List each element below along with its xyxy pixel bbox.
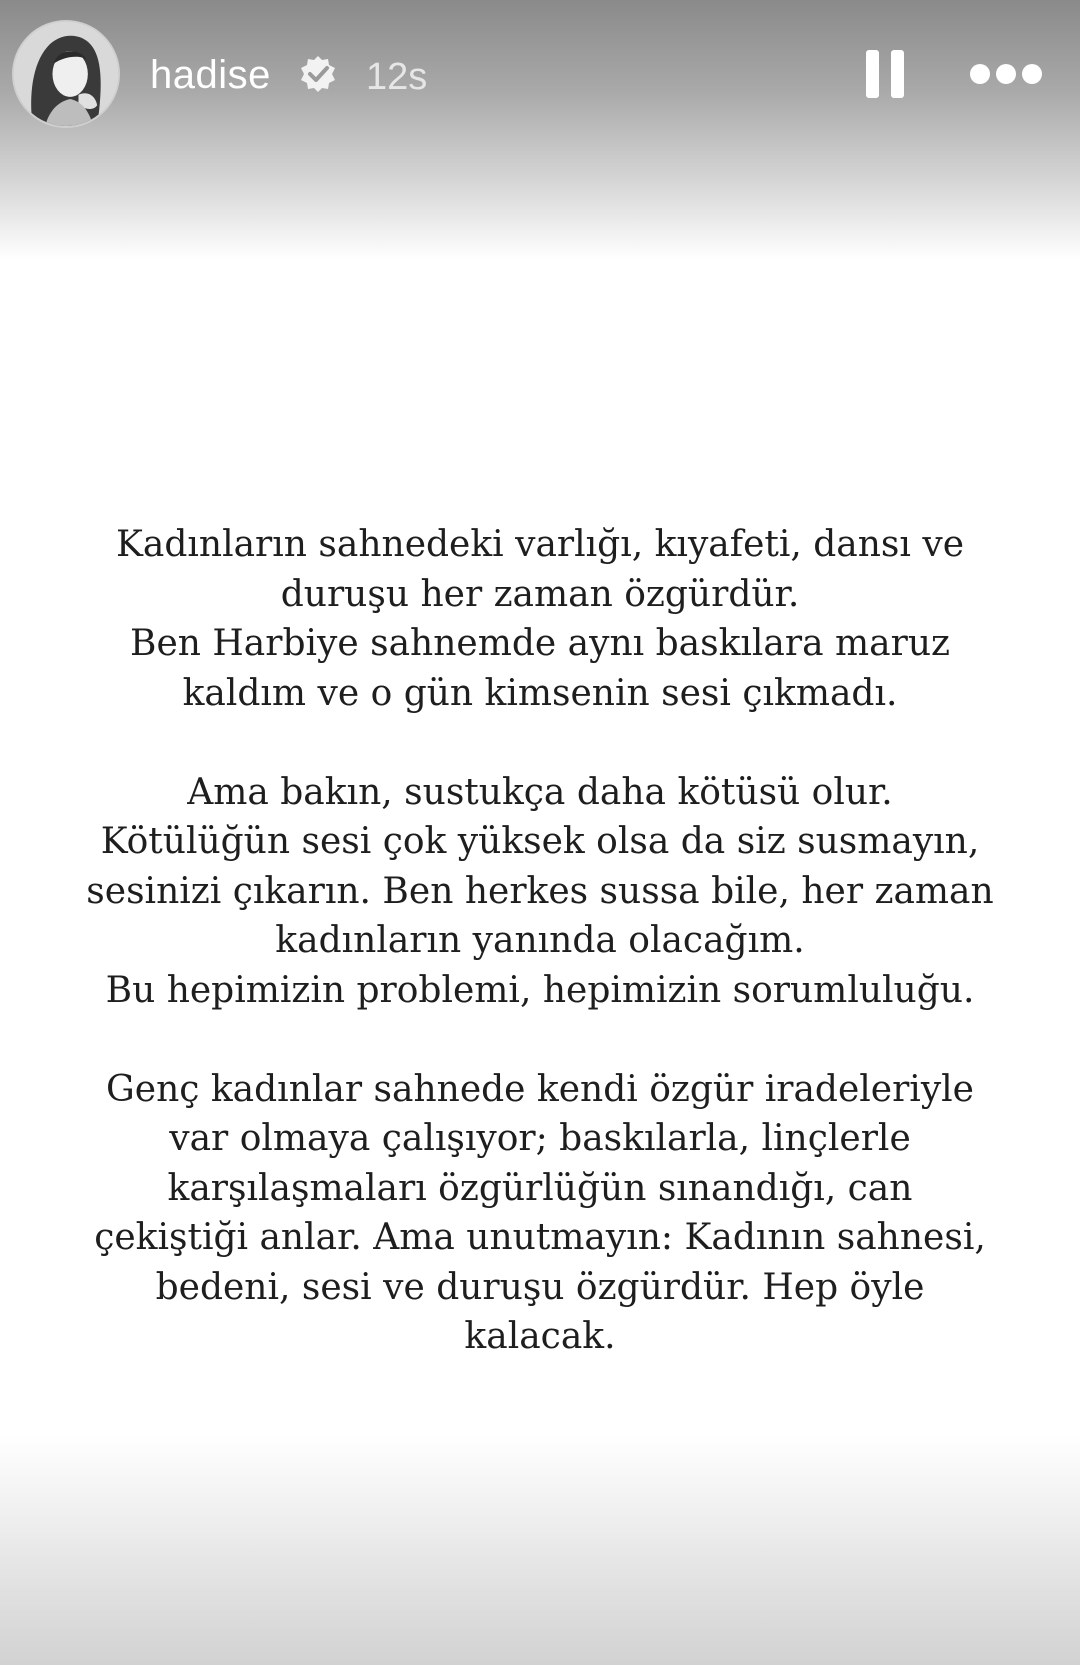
paragraph-2 — [60, 768, 1020, 1016]
profile-avatar[interactable] — [12, 20, 120, 128]
username[interactable]: hadise — [150, 53, 271, 97]
paragraph-1 — [60, 520, 1020, 718]
text-line: kalacak. — [464, 1316, 616, 1357]
story-timestamp: 12s — [366, 56, 428, 98]
text-line: sesinizi çıkarın. Ben herkes sussa bile, her zaman — [86, 870, 994, 912]
text-line: Ama bakın, sustukça daha kötüsü olur. — [187, 771, 893, 813]
text-line: duruşu her zaman özgürdür. — [280, 573, 800, 615]
text-line: var olmaya çalışıyor; baskılarla, linçlerle — [169, 1118, 911, 1159]
text-line: Bu hepimizin problemi, hepimizin sorumluluğu. — [105, 969, 975, 1011]
verified-badge-icon — [298, 54, 338, 94]
text-line: Ben Harbiye sahnemde aynı baskılara maruz — [130, 623, 950, 664]
more-dots-icon-dot — [996, 64, 1016, 84]
more-dots-icon — [970, 64, 990, 84]
more-dots-icon-dot — [1022, 64, 1042, 84]
text-line: karşılaşmaları özgürlüğün sınandığı, can — [167, 1167, 913, 1209]
pause-icon — [866, 50, 879, 98]
story-text — [60, 520, 1020, 1362]
paragraph-3 — [60, 1065, 1020, 1362]
bottom-gradient — [0, 1435, 1080, 1665]
pause-icon-bar — [891, 50, 904, 98]
text-line: Genç kadınlar sahnede kendi özgür iradeleriyle — [106, 1068, 974, 1110]
text-line: kadınların yanında olacağım. — [275, 920, 805, 961]
pause-button[interactable] — [862, 44, 908, 104]
story-header — [0, 0, 1080, 150]
avatar-portrait-icon — [14, 22, 118, 126]
text-line: çekiştiği anlar. Ama unutmayın: Kadının sahnesi, — [94, 1217, 986, 1258]
text-line: Kadınların sahnedeki varlığı, kıyafeti, dansı ve — [115, 524, 965, 565]
more-options-button[interactable] — [968, 56, 1044, 92]
text-line: kaldım ve o gün kimsenin sesi çıkmadı. — [182, 672, 898, 714]
text-line: bedeni, sesi ve duruşu özgürdür. Hep öyle — [155, 1266, 925, 1308]
text-line: Kötülüğün sesi çok yüksek olsa da siz susmayın, — [100, 821, 980, 862]
